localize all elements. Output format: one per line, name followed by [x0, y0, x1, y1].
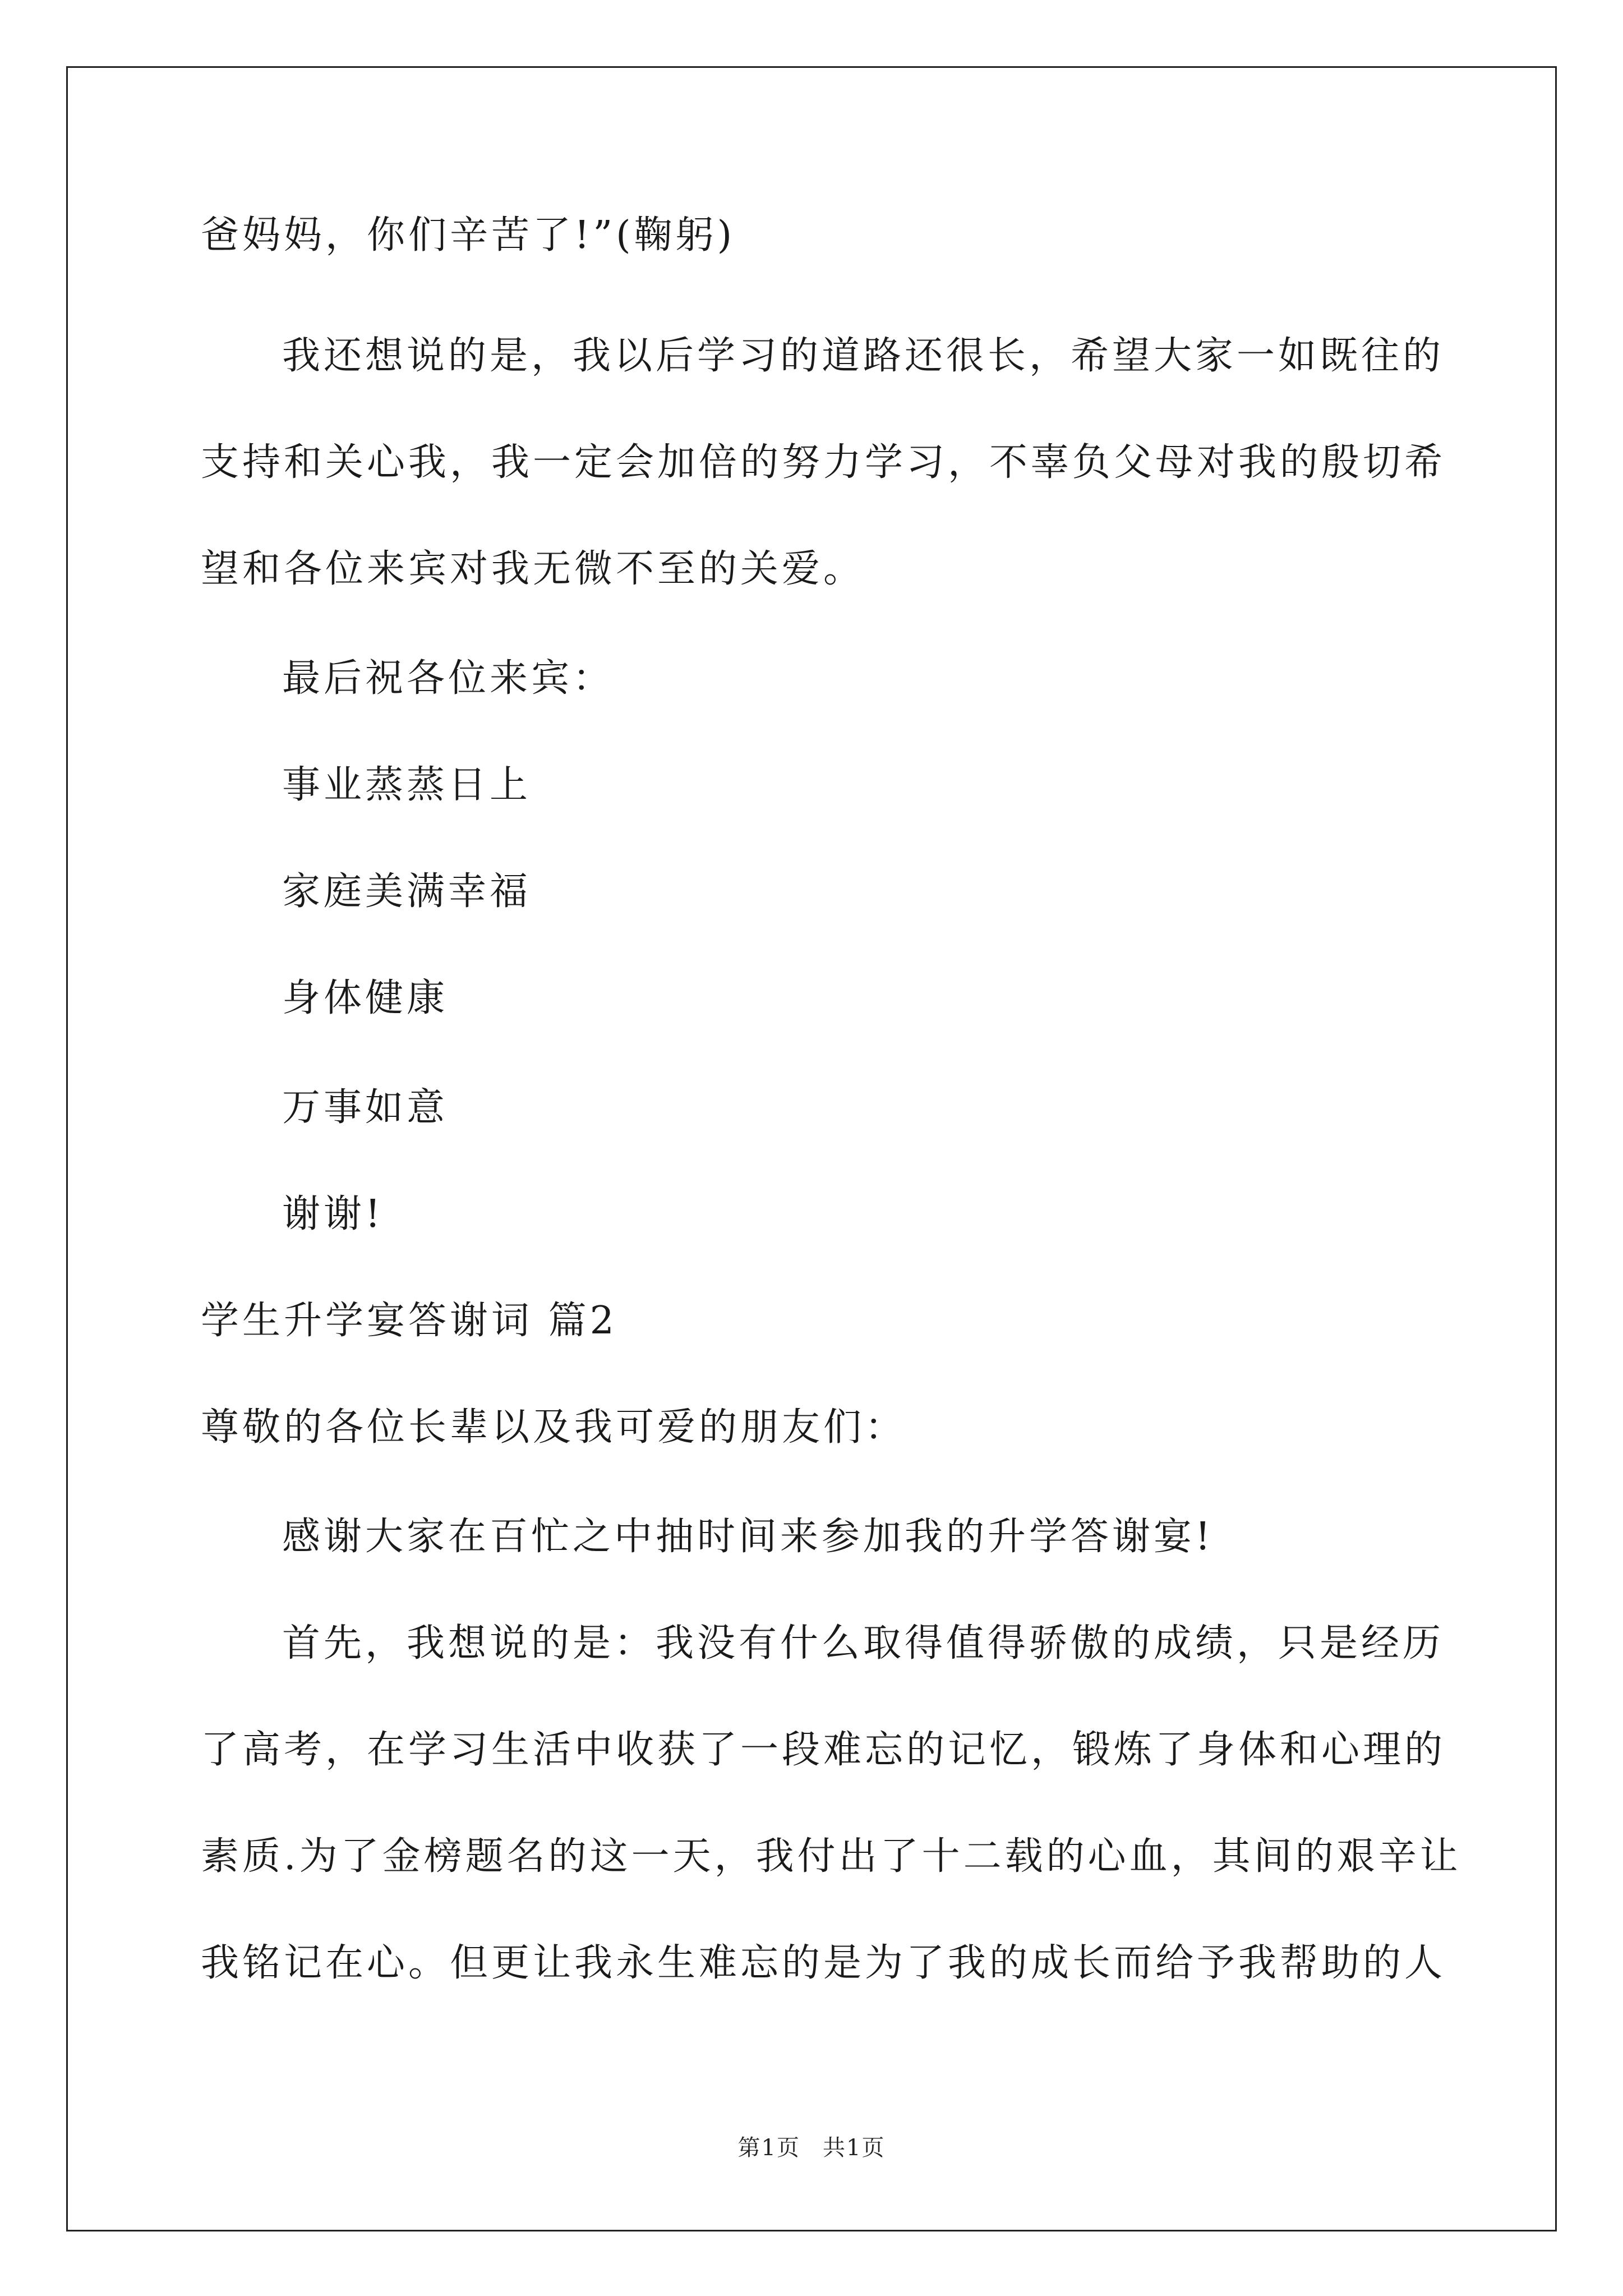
text-line-15: 了高考，在学习生活中收获了一段难忘的记忆，锻炼了身体和心理的: [201, 1728, 1446, 1772]
text-line-3: 支持和关心我，我一定会加倍的努力学习，不辜负父母对我的殷切希: [201, 440, 1446, 485]
page-footer: [0, 2134, 1623, 2161]
text-line-9: 万事如意: [282, 1085, 449, 1130]
text-line-16: 素质.为了金榜题名的这一天，我付出了十二载的心血，其间的艰辛让: [201, 1834, 1461, 1879]
text-line-8: 身体健康: [282, 976, 449, 1020]
text-line-12: 尊敬的各位长辈以及我可爱的朋友们：: [201, 1405, 907, 1450]
text-line-1: 爸妈妈，你们辛苦了!”(鞠躬): [201, 213, 736, 257]
text-line-6: 事业蒸蒸日上: [282, 763, 532, 807]
text-line-13: 感谢大家在百忙之中抽时间来参加我的升学答谢宴!: [282, 1515, 1214, 1559]
text-line-7: 家庭美满幸福: [282, 869, 532, 914]
page-border: [66, 66, 1557, 2231]
text-line-10: 谢谢!: [282, 1192, 384, 1236]
page-number-current: 第1页: [737, 2135, 800, 2161]
text-line-4: 望和各位来宾对我无微不至的关爱。: [201, 547, 865, 591]
text-line-14: 首先，我想说的是：我没有什么取得值得骄傲的成绩，只是经历: [282, 1621, 1445, 1665]
text-line-5: 最后祝各位来宾：: [282, 656, 615, 701]
text-line-2: 我还想说的是，我以后学习的道路还很长，希望大家一如既往的: [282, 334, 1445, 378]
section-heading: 学生升学宴答谢词 篇2: [201, 1299, 617, 1343]
text-line-17: 我铭记在心。但更让我永生难忘的是为了我的成长而给予我帮助的人: [201, 1941, 1446, 1985]
page-number-total: 共1页: [823, 2135, 886, 2161]
